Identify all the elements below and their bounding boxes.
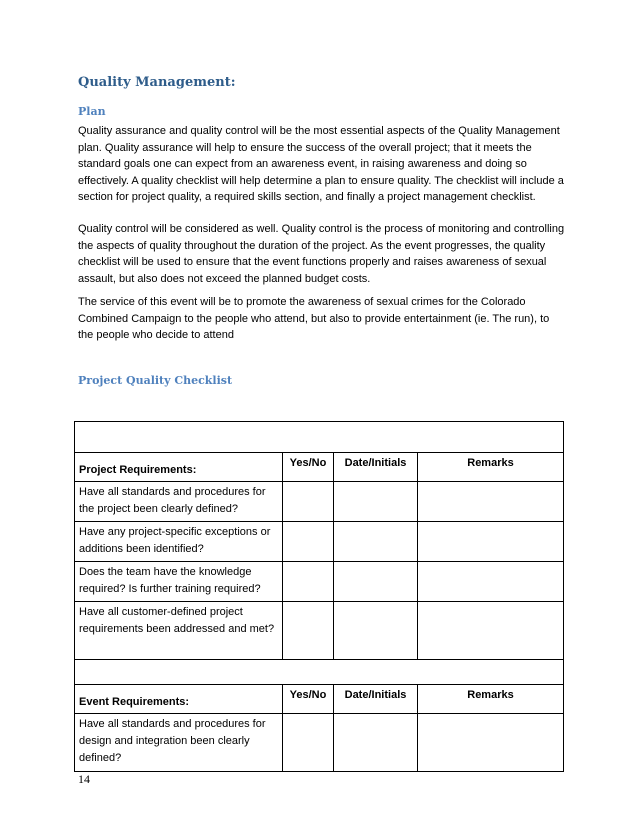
yes-no-header: Yes/No [283, 685, 334, 714]
date-initials-cell[interactable] [334, 602, 418, 660]
requirement-text: Does the team have the knowledge required? Is further training required? [75, 562, 283, 602]
remarks-cell[interactable] [418, 562, 564, 602]
paragraph-quality-control: Quality control will be considered as well. Quality control is the process of monitoring and controlling the aspects of quality throughout the duration of the project. As the event progresses, the quality checklist will be used to ensure that the event functions properly and raises awareness of sexual assault, but also does not exceed the planned budget costs. [78, 223, 565, 285]
section-header-row [75, 685, 564, 714]
yes-no-cell[interactable] [283, 482, 334, 522]
yes-no-cell[interactable] [283, 602, 334, 660]
remarks-cell[interactable] [418, 602, 564, 660]
table-spacer-row [75, 660, 564, 685]
section-heading: Quality Management: [78, 75, 236, 90]
checklist-title: Project Quality Checklist [78, 374, 233, 387]
event-requirements-header: Event Requirements: [75, 685, 283, 714]
yes-no-header: Yes/No [283, 453, 334, 482]
yes-no-cell[interactable] [283, 522, 334, 562]
table-row [75, 522, 564, 562]
yes-no-cell[interactable] [283, 562, 334, 602]
date-initials-cell[interactable] [334, 562, 418, 602]
yes-no-cell[interactable] [283, 714, 334, 772]
requirement-text: Have all customer-defined project requirements been addressed and met? [75, 602, 283, 660]
date-initials-cell[interactable] [334, 482, 418, 522]
page-number: 14 [78, 772, 90, 786]
remarks-header: Remarks [418, 685, 564, 714]
table-row [75, 482, 564, 522]
date-initials-cell[interactable] [334, 522, 418, 562]
requirement-text: Have any project-specific exceptions or additions been identified? [75, 522, 283, 562]
section-header-row [75, 453, 564, 482]
project-requirements-header: Project Requirements: [75, 453, 283, 482]
requirement-text: Have all standards and procedures for design and integration been clearly defined? [75, 714, 283, 772]
table-spacer-row [75, 422, 564, 453]
plan-heading: Plan [78, 105, 106, 118]
paragraph-quality-assurance: Quality assurance and quality control will be the most essential aspects of the Quality Management plan. Quality assurance will help to ensure the success of the overall project; that it meets the standard goals one can expect from an awareness event, in raising awareness and doing so effectively. A quality checklist will help determine a plan to ensure quality. The checklist will include a section for project quality, a required skills section, and finally a project management checklist. [78, 125, 564, 203]
paragraph-service: The service of this event will be to promote the awareness of sexual crimes for the Colorado Combined Campaign to the people who attend, but also to provide entertainment (ie. The run), to the people who decide to attend [78, 296, 550, 341]
date-initials-header: Date/Initials [334, 685, 418, 714]
table-row [75, 714, 564, 772]
requirement-text: Have all standards and procedures for the project been clearly defined? [75, 482, 283, 522]
quality-checklist-table [74, 421, 564, 772]
date-initials-header: Date/Initials [334, 453, 418, 482]
remarks-cell[interactable] [418, 482, 564, 522]
table-row [75, 602, 564, 660]
remarks-cell[interactable] [418, 522, 564, 562]
table-row [75, 562, 564, 602]
remarks-cell[interactable] [418, 714, 564, 772]
date-initials-cell[interactable] [334, 714, 418, 772]
remarks-header: Remarks [418, 453, 564, 482]
